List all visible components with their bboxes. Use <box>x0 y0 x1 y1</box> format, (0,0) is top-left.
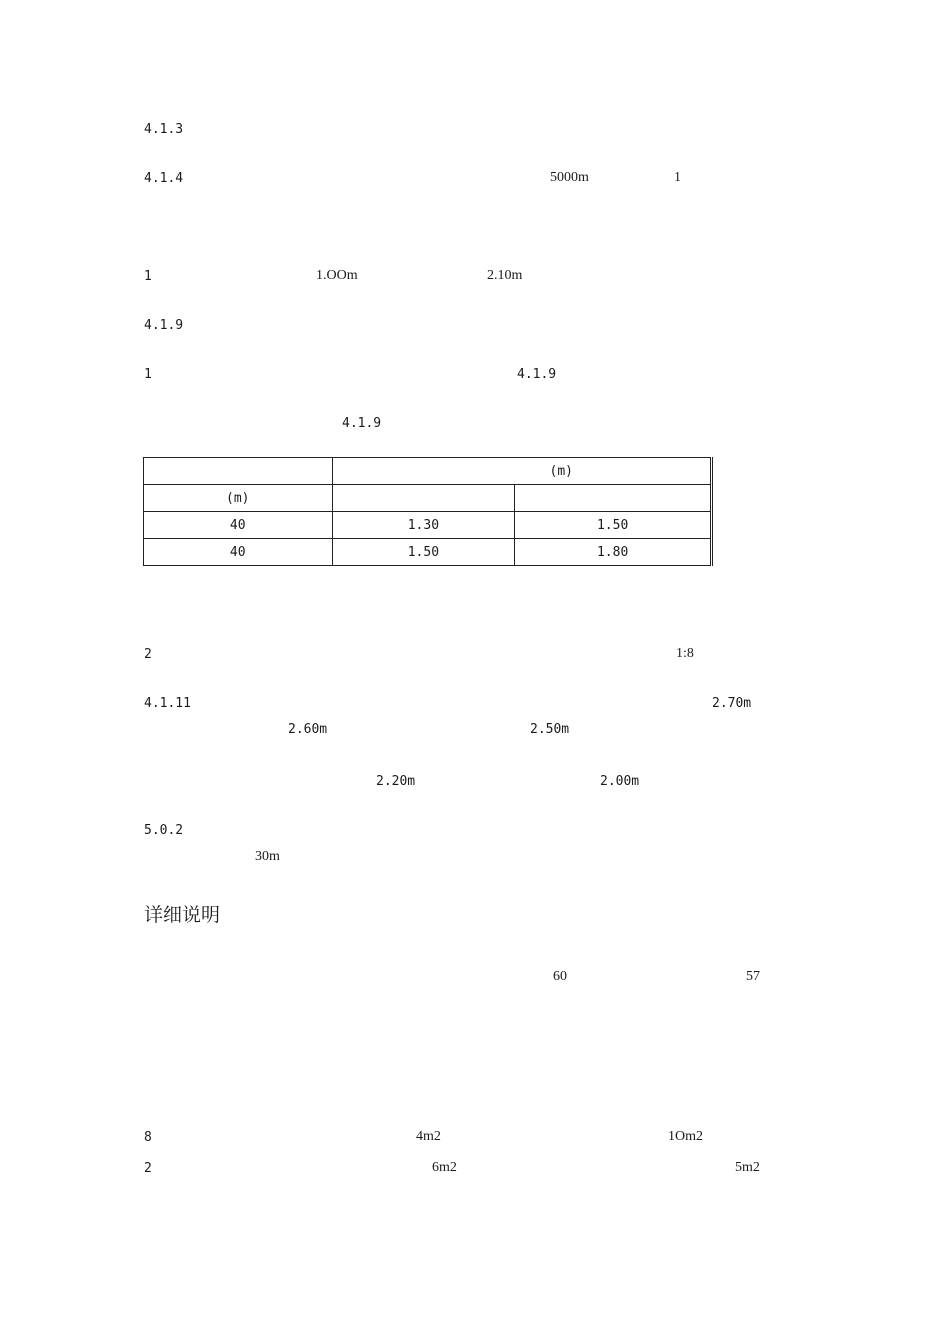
detail-value-b: 57 <box>746 969 760 984</box>
detail-8-area-a: 4m2 <box>416 1129 441 1144</box>
clause-4-1-11-height-a: 2.70m <box>712 696 752 711</box>
item-1-number: 1 <box>144 269 152 284</box>
table-header-row <box>144 458 712 485</box>
row1-col2: 1.30 <box>332 512 515 539</box>
detail-8-area-b: 1Om2 <box>668 1129 703 1144</box>
row2-col1: 40 <box>144 539 333 566</box>
clause-5-0-2-distance: 30m <box>255 849 280 864</box>
row2-col3: 1.80 <box>515 539 712 566</box>
header-cell-2 <box>332 458 712 485</box>
subheader-unit-cell: (m) <box>144 485 333 512</box>
section-heading: 详细说明 <box>144 904 221 926</box>
clause-4-1-4-area: 5000m <box>550 170 589 185</box>
row1-col3: 1.50 <box>515 512 712 539</box>
clause-5-0-2-number: 5.0.2 <box>144 823 184 838</box>
item-1b-number: 1 <box>144 367 152 382</box>
detail-8-number: 8 <box>144 1130 152 1145</box>
table-caption: 4.1.9 <box>342 416 382 431</box>
detail-2-number: 2 <box>144 1161 152 1176</box>
subheader-cell-2 <box>332 485 515 512</box>
detail-value-a: 60 <box>553 969 567 984</box>
clause-4-1-3-number: 4.1.3 <box>144 122 184 137</box>
clause-4-1-11-number: 4.1.11 <box>144 696 191 711</box>
table-subheader-row <box>144 485 712 512</box>
item-1-value-b: 2.10m <box>487 268 523 283</box>
clause-4-1-9-number: 4.1.9 <box>144 318 184 333</box>
row2-col2: 1.50 <box>332 539 515 566</box>
clause-4-1-4-number: 4.1.4 <box>144 171 184 186</box>
item-1b-ref: 4.1.9 <box>517 367 557 382</box>
item-2-ratio: 1:8 <box>676 646 694 661</box>
clause-4-1-4-count: 1 <box>674 170 681 185</box>
detail-2-area-b: 5m2 <box>735 1160 760 1175</box>
item-2-number: 2 <box>144 647 152 662</box>
row1-col1: 40 <box>144 512 333 539</box>
header-unit: (m) <box>549 463 573 479</box>
height-value-b: 2.00m <box>600 774 640 789</box>
table-row <box>144 512 712 539</box>
table-4-1-9 <box>143 457 713 566</box>
table-row <box>144 539 712 566</box>
clause-4-1-11-height-c: 2.50m <box>530 722 570 737</box>
height-value-a: 2.20m <box>376 774 416 789</box>
item-1-value-a: 1.OOm <box>316 268 358 283</box>
detail-2-area-a: 6m2 <box>432 1160 457 1175</box>
subheader-cell-3 <box>515 485 712 512</box>
clause-4-1-3 <box>144 122 183 138</box>
header-cell-1 <box>144 458 333 485</box>
clause-4-1-11-height-b: 2.60m <box>288 722 328 737</box>
